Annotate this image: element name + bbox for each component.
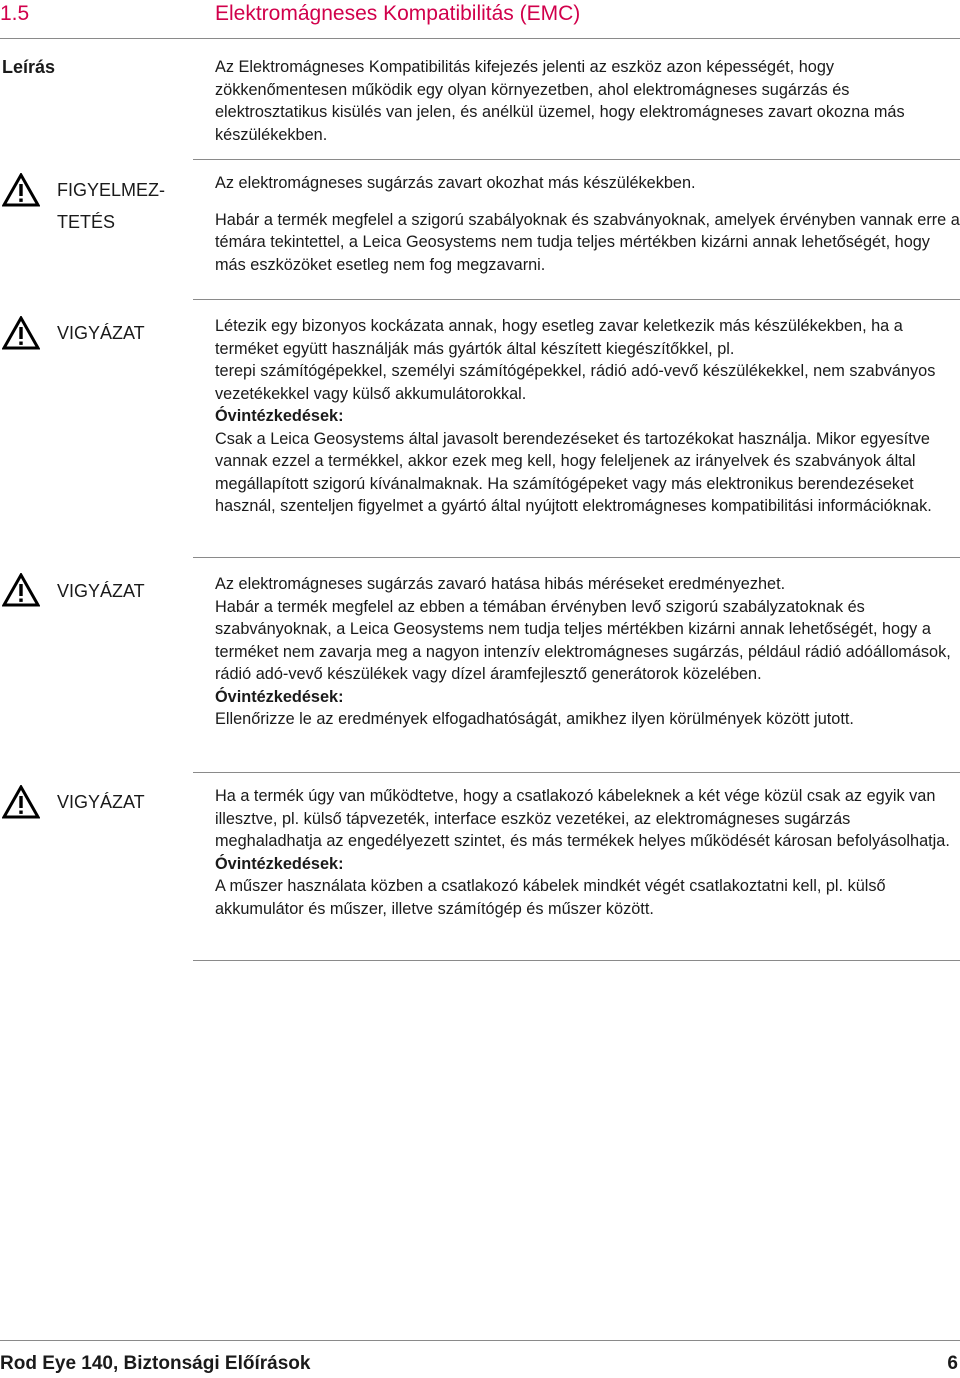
warning-block — [215, 172, 960, 276]
page-number: 6 — [947, 1353, 958, 1374]
divider — [193, 159, 960, 160]
divider — [193, 557, 960, 558]
caution1-block — [215, 315, 960, 518]
description-block — [215, 56, 960, 146]
caution2-precautions-text: Ellenőrizze le az eredmények elfogadhatóságát, amikhez ilyen körülmények között jutott. — [215, 710, 854, 728]
footer-document-title: Rod Eye 140, Biztonsági Előírások — [0, 1353, 311, 1374]
footer-rule — [0, 1340, 960, 1341]
caution2-label: VIGYÁZAT — [57, 581, 145, 601]
caution3-block — [215, 785, 960, 920]
warning-triangle-icon — [2, 573, 40, 607]
warning-label-line2: TETÉS — [57, 212, 116, 232]
warning-label-line1: FIGYELMEZ- — [57, 180, 166, 200]
section-title: Elektromágneses Kompatibilitás (EMC) — [215, 2, 581, 25]
heading-rule — [0, 38, 960, 39]
caution2-lead: Az elektromágneses sugárzás zavaró hatása hibás méréseket eredményezhet. — [215, 575, 786, 593]
caution1-precautions-text: Csak a Leica Geosystems által javasolt berendezéseket és tartozékokat használja. Mikor egyesítve vannak ezzel a termékkel, akkor ezek meg kell, hogy feleljenek az irányelvek és szabványok által megállapított szigorú kívánalmaknak. Ha számítógépeket vagy más elektronikus berendezéseket használ, szenteljen figyelmet a gyártó által nyújtott elektromágneses kompatibilitási információknak. — [215, 429, 932, 515]
caution3-label: VIGYÁZAT — [57, 792, 145, 812]
description-label: Leírás — [2, 57, 56, 77]
caution1-label: VIGYÁZAT — [57, 323, 145, 343]
warning-text: Habár a termék megfelel a szigorú szabályoknak és szabványoknak, amelyek érvényben vannak erre a témára tekintettel, a Leica Geosystems nem tudja teljes mértékben kizárni annak lehetőségét, hogy más eszközöket esetleg nem fog megzavarni. — [215, 210, 960, 274]
warning-triangle-icon — [2, 173, 40, 207]
warning-triangle-icon — [2, 785, 40, 819]
caution3-precautions-text: A műszer használata közben a csatlakozó kábelek mindkét végét csatlakoztatni kell, pl. külső akkumulátor és műszer, illetve számítógép és műszer között. — [215, 877, 886, 918]
caution1-lead2: terepi számítógépekkel, személyi számítógépekkel, rádió adó-vevő készülékekkel, nem szabványos vezetékekkel vagy külső akkumulátorokkal. — [215, 362, 936, 403]
caution1-precautions-label: Óvintézkedések: — [215, 407, 344, 425]
section-heading — [0, 2, 960, 34]
section-number: 1.5 — [0, 2, 30, 25]
divider — [193, 299, 960, 300]
caution3-lead: Ha a termék úgy van működtetve, hogy a csatlakozó kábeleknek a két vége közül csak az egyik van illesztve, pl. külső tápvezeték, interface eszköz vezetékei, az elektromágneses sugárzás meghaladhatja az engedélyezett szintet, és más termékek helyes működését károsan befolyásolhatja. — [215, 787, 950, 850]
divider — [193, 960, 960, 961]
caution2-block — [215, 573, 960, 731]
divider — [193, 772, 960, 773]
caution3-precautions-label: Óvintézkedések: — [215, 854, 344, 873]
warning-lead: Az elektromágneses sugárzás zavart okozhat más készülékekben. — [215, 174, 696, 192]
description-text: Az Elektromágneses Kompatibilitás kifejezés jelenti az eszköz azon képességét, hogy zökkenőmentesen működik egy olyan környezetben, ahol elektromágneses sugárzás és elektrosztatikus kisülés van jelen, és anélkül üzemel, hogy elektromágneses zavart okozna más készülékekben. — [215, 58, 905, 144]
caution1-lead: Létezik egy bizonyos kockázata annak, hogy esetleg zavar keletkezik más készülékekben, ha a terméket együtt használják más gyártók által készített kiegészítőkkel, pl. — [215, 317, 903, 358]
caution2-precautions-label: Óvintézkedések: — [215, 687, 344, 706]
caution2-text: Habár a termék megfelel az ebben a témában érvényben levő szigorú szabályzatoknak és szabványoknak, a Leica Geosystems nem tudja teljes mértékben kizárni annak lehetőségét, hogy a terméket nem zavarja meg a nagyon intenzív elektromágneses sugárzás, például rádió adóállomások, rádió adó-vevő készülékek vagy dízel áramfejlesztő generátorok közelében. — [215, 597, 951, 683]
warning-triangle-icon — [2, 316, 40, 350]
